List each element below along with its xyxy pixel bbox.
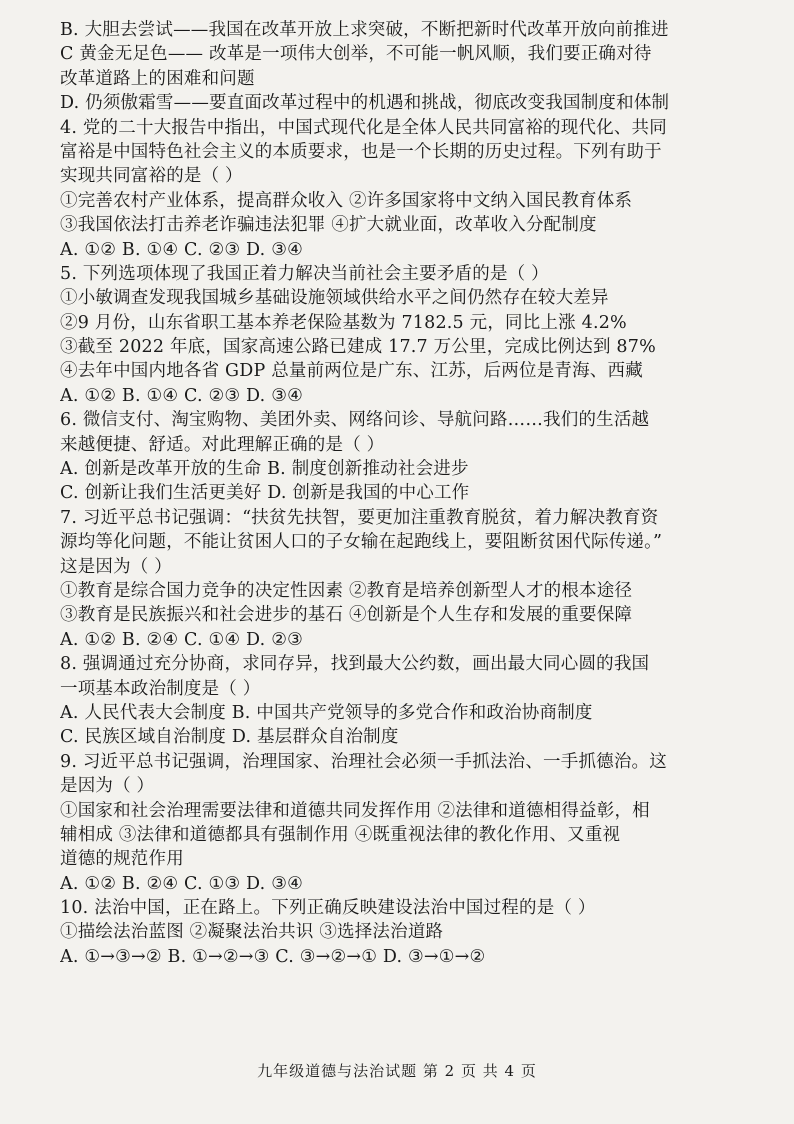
text-line: A. ①② B. ①④ C. ②③ D. ③④ [60, 385, 303, 406]
text-line: 9. 习近平总书记强调，治理国家、治理社会必须一手抓法治、一手抓德治。这 [60, 751, 667, 772]
text-line: ①教育是综合国力竞争的决定性因素 ②教育是培养创新型人才的根本途径 [60, 580, 633, 601]
text-line: 6. 微信支付、淘宝购物、美团外卖、网络问诊、导航问路……我们的生活越 [60, 410, 650, 431]
text-line: ③截至 2022 年底，国家高速公路已建成 17.7 万公里，完成比例达到 87% [60, 337, 656, 358]
text-line: ②9 月份，山东省职工基本养老保险基数为 7182.5 元，同比上涨 4.2% [60, 312, 627, 333]
text-line: C. 民族区域自治制度 D. 基层群众自治制度 [60, 727, 399, 748]
text-line: 这是因为（ ） [60, 556, 172, 577]
page-footer: 九年级道德与法治试题 第 2 页 共 4 页 [257, 1062, 537, 1080]
exam-page [60, 18, 740, 969]
text-line: 辅相成 ③法律和道德都具有强制作用 ④既重视法律的教化作用、又重视 [60, 824, 621, 845]
text-line: A. 人民代表大会制度 B. 中国共产党领导的多党合作和政治协商制度 [60, 702, 593, 723]
text-line: ④去年中国内地各省 GDP 总量前两位是广东、江苏，后两位是青海、西藏 [60, 361, 643, 382]
text-line: ③我国依法打击养老诈骗违法犯罪 ④扩大就业面，改革收入分配制度 [60, 215, 597, 236]
text-line: C 黄金无足色—— 改革是一项伟大创举，不可能一帆风顺，我们要正确对待 [60, 44, 652, 65]
text-line: A. ①→③→② B. ①→②→③ C. ③→②→① D. ③→①→② [60, 946, 486, 967]
text-line: A. 创新是改革开放的生命 B. 制度创新推动社会进步 [60, 459, 469, 480]
text-line: 4. 党的二十大报告中指出，中国式现代化是全体人民共同富裕的现代化、共同 [60, 117, 667, 138]
text-line: 源均等化问题，不能让贫困人口的子女输在起跑线上，要阻断贫困代际传递。” [60, 532, 663, 553]
text-line: 8. 强调通过充分协商，求同存异，找到最大公约数，画出最大同心圆的我国 [60, 654, 650, 675]
text-line: 5. 下列选项体现了我国正着力解决当前社会主要矛盾的是（ ） [60, 263, 549, 284]
text-line: A. ①② B. ②④ C. ①④ D. ②③ [60, 629, 303, 650]
text-line: B. 大胆去尝试——我国在改革开放上求突破，不断把新时代改革开放向前推进 [60, 20, 669, 40]
text-line: 富裕是中国特色社会主义的本质要求，也是一个长期的历史过程。下列有助于 [60, 141, 662, 162]
text-line: 改革道路上的困难和问题 [60, 68, 255, 89]
text-line: 一项基本政治制度是（ ） [60, 678, 261, 699]
text-line: ①描绘法治蓝图 ②凝聚法治共识 ③选择法治道路 [60, 922, 444, 943]
text-line: ①小敏调查发现我国城乡基础设施领域供给水平之间仍然存在较大差异 [60, 288, 609, 309]
text-line: 道德的规范作用 [60, 849, 184, 870]
text-line: 7. 习近平总书记强调：“扶贫先扶智，要更加注重教育脱贫，着力解决教育资 [60, 507, 659, 528]
text-line: ①完善农村产业体系，提高群众收入 ②许多国家将中文纳入国民教育体系 [60, 190, 633, 211]
text-line: 来越便捷、舒适。对此理解正确的是（ ） [60, 434, 385, 455]
text-line: 实现共同富裕的是（ ） [60, 166, 243, 187]
text-line: A. ①② B. ①④ C. ②③ D. ③④ [60, 239, 303, 260]
text-line: C. 创新让我们生活更美好 D. 创新是我国的中心工作 [60, 483, 470, 504]
text-line: D. 仍须傲霜雪——要直面改革过程中的机遇和挑战，彻底改变我国制度和体制 [60, 93, 670, 114]
text-line: ①国家和社会治理需要法律和道德共同发挥作用 ②法律和道德相得益彰，相 [60, 800, 650, 821]
text-line: 是因为（ ） [60, 776, 155, 797]
text-line: ③教育是民族振兴和社会进步的基石 ④创新是个人生存和发展的重要保障 [60, 605, 633, 626]
text-line: 10. 法治中国，正在路上。下列正确反映建设法治中国过程的是（ ） [60, 898, 596, 919]
text-line: A. ①② B. ②④ C. ①③ D. ③④ [60, 873, 303, 894]
